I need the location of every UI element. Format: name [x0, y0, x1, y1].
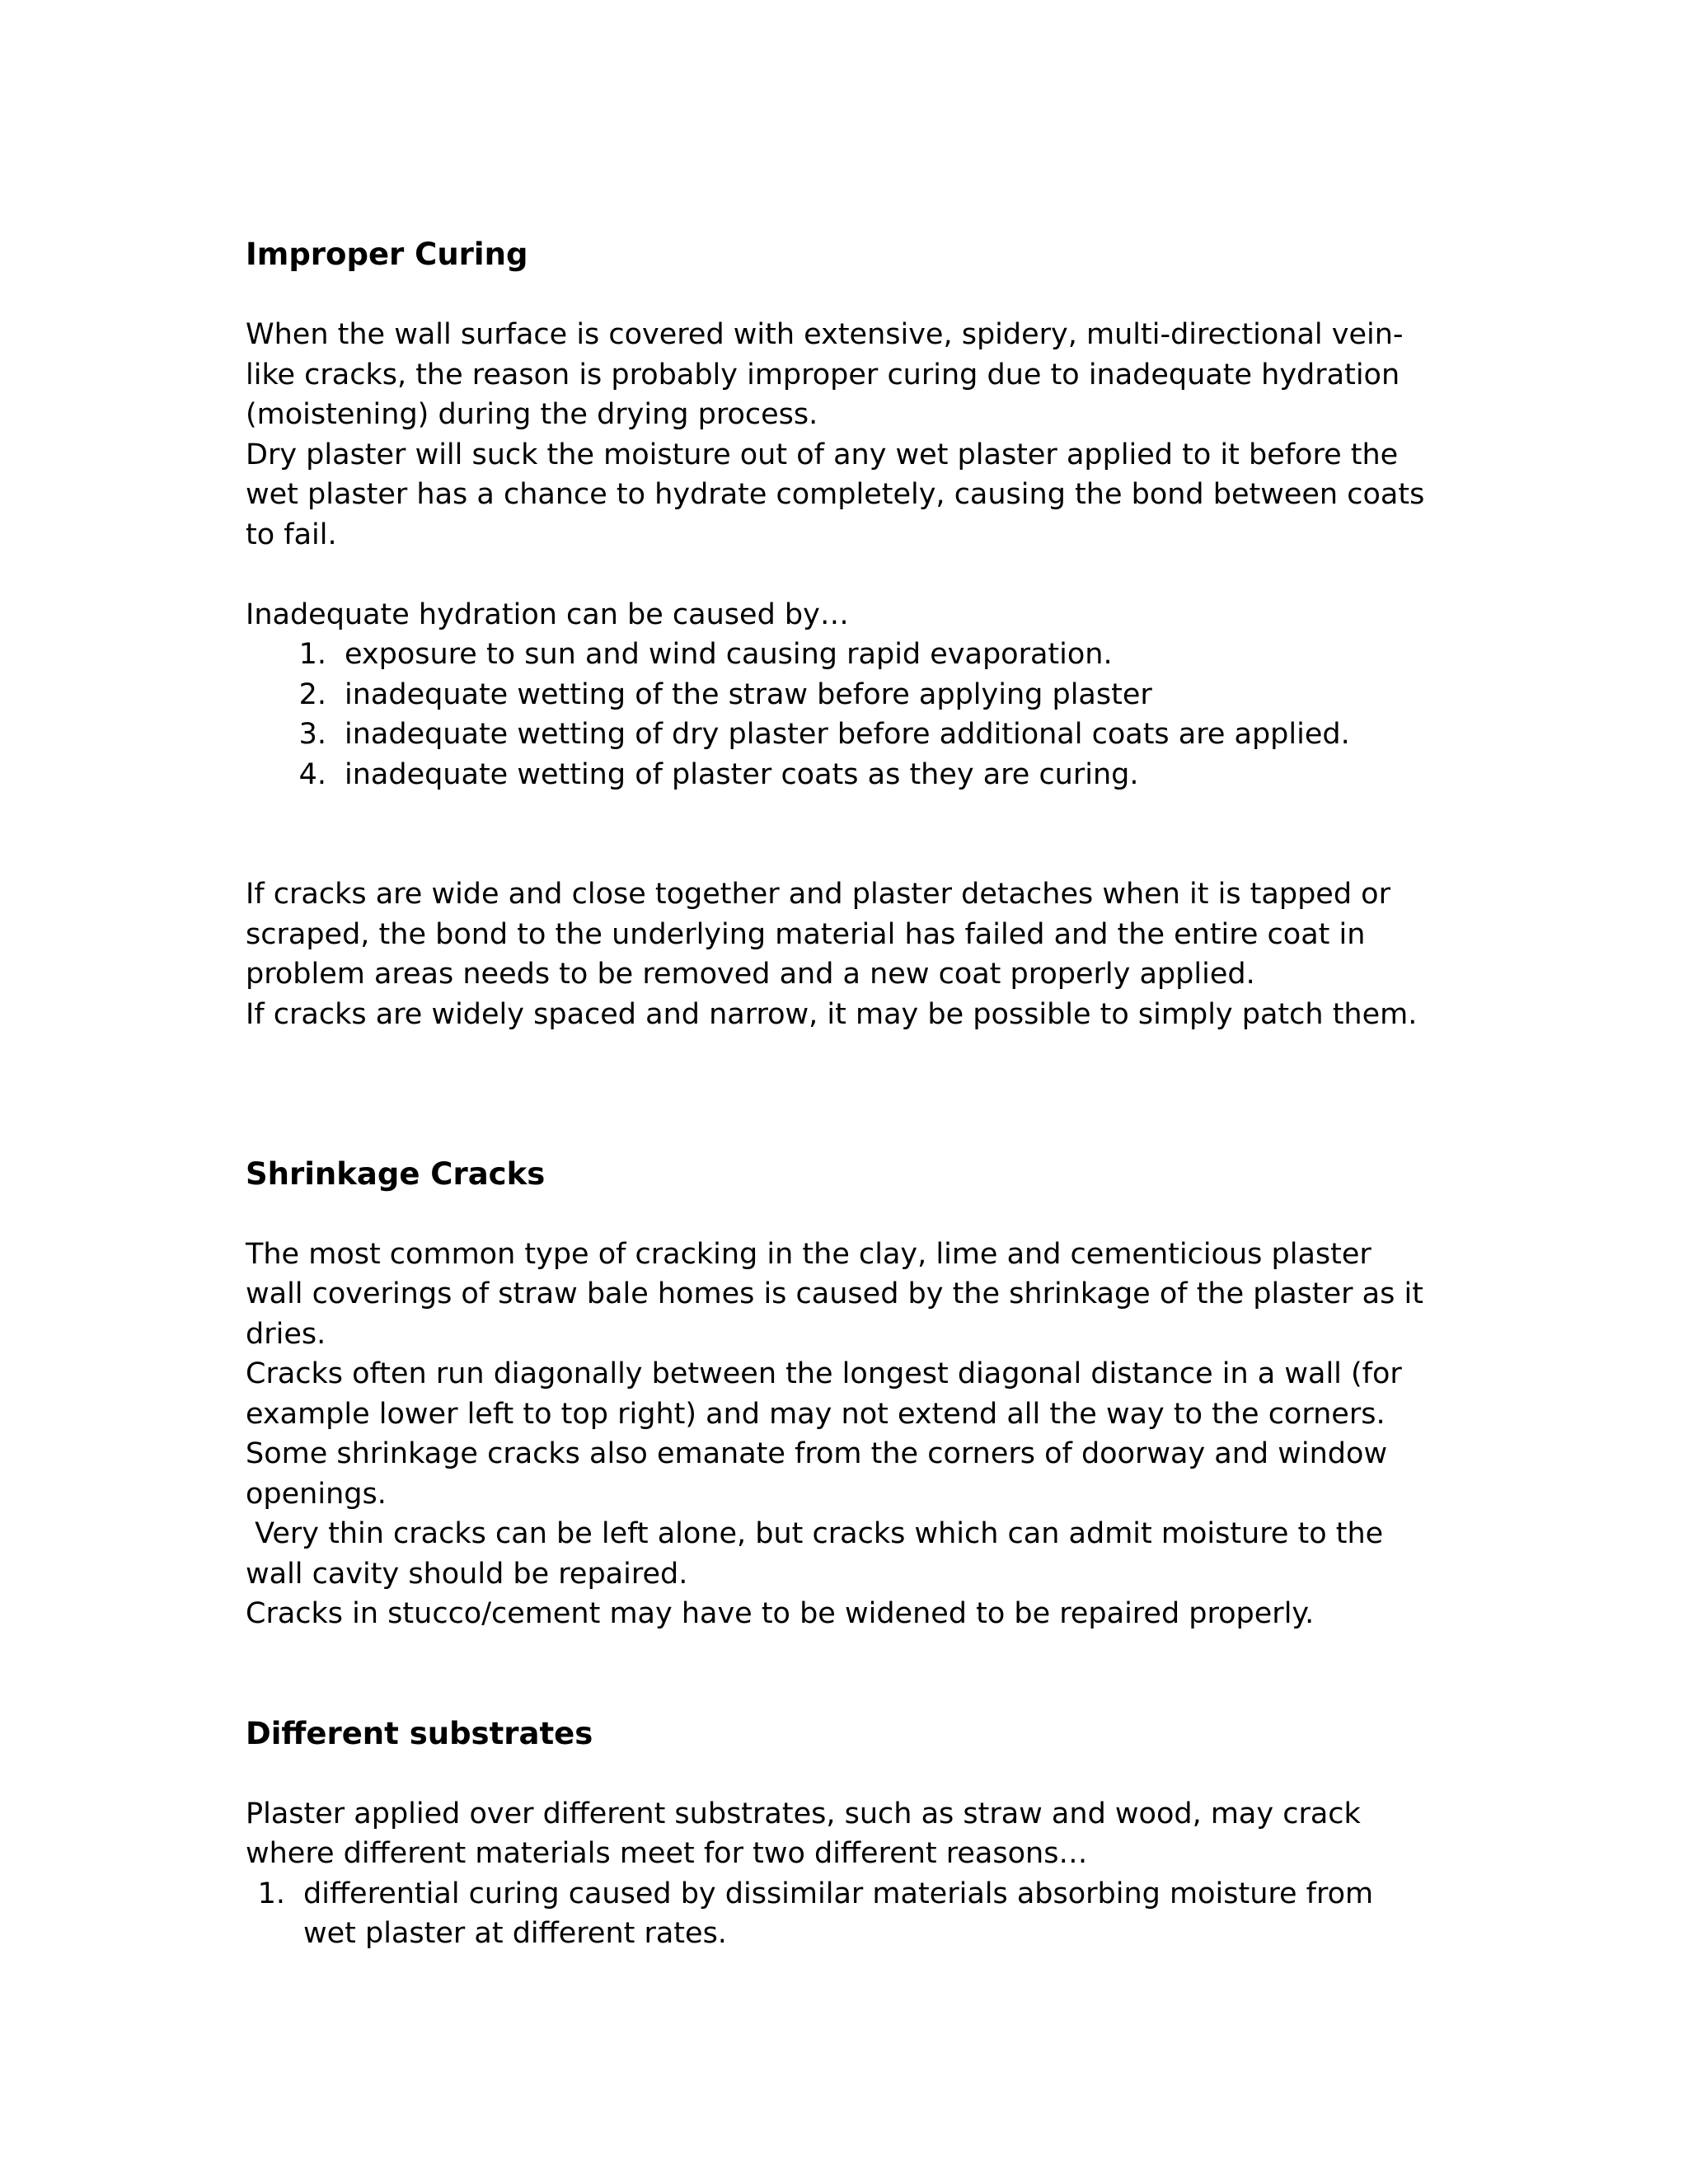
list-item-text — [285, 1874, 1457, 1954]
paragraph — [246, 1235, 1457, 1355]
document-page — [246, 235, 1457, 1954]
text-line: The most common type of cracking in the clay, lime and cementicious plaster — [246, 1237, 1372, 1271]
paragraph — [246, 874, 1457, 995]
text-line: like cracks, the reason is probably improper curing due to inadequate hydration — [246, 358, 1400, 391]
list-item-text: inadequate wetting of plaster coats as they are curing. — [345, 757, 1139, 791]
text-line: If cracks are widely spaced and narrow, it may be possible to simply patch them. — [246, 997, 1418, 1031]
text-line: wall coverings of straw bale homes is caused by the shrinkage of the plaster as it — [246, 1277, 1423, 1310]
text-line: to fail. — [246, 518, 337, 551]
text-line: problem areas needs to be removed and a new coat properly applied. — [246, 958, 1255, 991]
section-heading-shrinkage-cracks: Shrinkage Cracks — [246, 1155, 546, 1192]
list-item — [246, 755, 1457, 795]
text-line: Cracks in stucco/cement may have to be widened to be repaired properly. — [246, 1597, 1315, 1630]
text-line: differential curing caused by dissimilar materials absorbing moisture from — [303, 1877, 1374, 1910]
numbered-list — [246, 1874, 1457, 1954]
text-line: When the wall surface is covered with extensive, spidery, multi-directional vein- — [246, 318, 1404, 351]
text-line: (moistening) during the drying process. — [246, 398, 818, 431]
list-item — [246, 715, 1457, 755]
list-item-text: inadequate wetting of dry plaster before additional coats are applied. — [345, 718, 1350, 751]
paragraph — [246, 1434, 1457, 1514]
text-line: Dry plaster will suck the moisture out of any wet plaster applied to it before the — [246, 438, 1399, 471]
list-item-text: inadequate wetting of the straw before applying plaster — [345, 677, 1152, 711]
text-line: scraped, the bond to the underlying material has failed and the entire coat in — [246, 917, 1366, 951]
text-line: wet plaster has a chance to hydrate completely, causing the bond between coats — [246, 478, 1425, 511]
text-line: openings. — [246, 1477, 387, 1511]
list-number: 1. — [298, 638, 326, 671]
list-number: 4. — [298, 757, 326, 791]
text-line: Very thin cracks can be left alone, but cracks which can admit moisture to the — [246, 1517, 1384, 1550]
text-line: Cracks often run diagonally between the longest diagonal distance in a wall (for — [246, 1357, 1402, 1390]
paragraph — [246, 1514, 1457, 1594]
text-line: example lower left to top right) and may not extend all the way to the corners. — [246, 1397, 1386, 1431]
list-item-text: exposure to sun and wind causing rapid evaporation. — [345, 638, 1113, 671]
text-line: where different materials meet for two different reasons… — [246, 1837, 1088, 1870]
list-item — [246, 635, 1457, 675]
paragraph — [246, 1354, 1457, 1434]
list-number: 2. — [298, 677, 326, 711]
text-line: dries. — [246, 1317, 326, 1351]
list-item — [246, 1874, 1457, 1954]
list-intro: Inadequate hydration can be caused by… — [246, 598, 849, 631]
numbered-list — [246, 635, 1457, 794]
list-number: 1. — [257, 1877, 285, 1910]
paragraph — [246, 315, 1457, 435]
list-number: 3. — [298, 718, 326, 751]
paragraph — [246, 1794, 1457, 1874]
text-line: If cracks are wide and close together and plaster detaches when it is tapped or — [246, 878, 1390, 911]
paragraph — [246, 435, 1457, 555]
text-line: wet plaster at different rates. — [303, 1917, 727, 1950]
text-line: Some shrinkage cracks also emanate from the corners of doorway and window — [246, 1437, 1388, 1470]
text-line: wall cavity should be repaired. — [246, 1557, 688, 1591]
section-heading-improper-curing: Improper Curing — [246, 237, 528, 272]
list-item — [246, 675, 1457, 715]
section-heading-different-substrates: Different substrates — [246, 1715, 593, 1751]
text-line: Plaster applied over different substrates, such as straw and wood, may crack — [246, 1797, 1361, 1830]
